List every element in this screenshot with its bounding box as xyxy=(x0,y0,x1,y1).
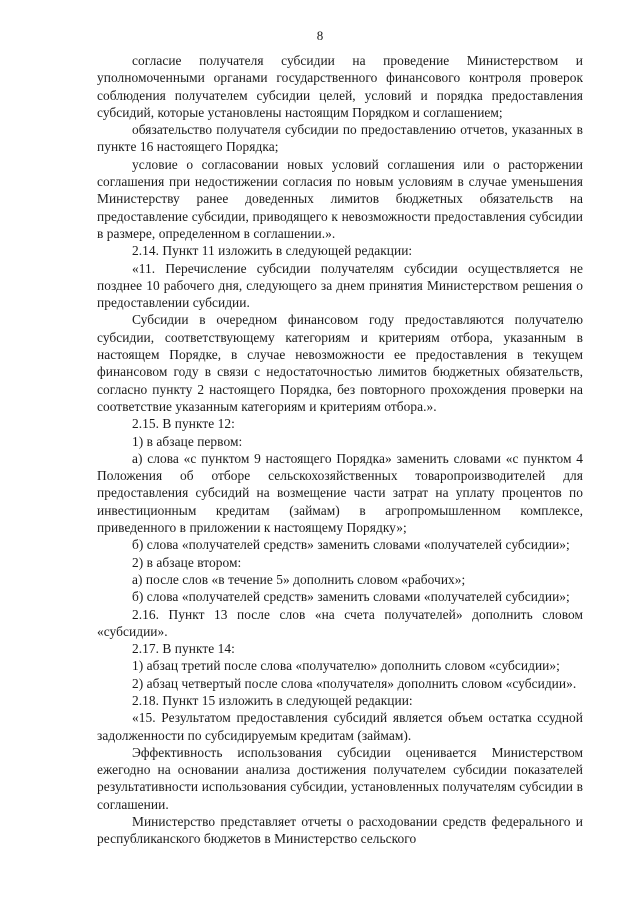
paragraph: б) слова «получателей средств» заменить словами «получателей субсидии»; xyxy=(132,589,570,605)
page-number: 8 xyxy=(316,28,324,43)
paragraph: Эффективность использования субсидии оценивается Министерством ежегодно на основании анализа достижения получателем субсидии показателей результативности использования субсидии, установленных получателям субсидии в соглашении. xyxy=(97,744,583,812)
document-body xyxy=(97,52,583,848)
paragraph: 2.17. В пункте 14: xyxy=(132,641,235,657)
paragraph: а) слова «с пунктом 9 настоящего Порядка» заменить словами «с пунктом 4 Положения об отборе сельскохозяйственных товаропроизводителей для предоставления субсидий на возмещение части затрат на уплату процентов по инвестиционным кредитам (займам) в агропромышленном комплексе, приведенного в приложении к настоящему Порядку»; xyxy=(97,450,583,536)
paragraph: 2.18. Пункт 15 изложить в следующей редакции: xyxy=(132,692,413,708)
paragraph: согласие получателя субсидии на проведение Министерством и уполномоченными органами государственного финансового контроля проверок соблюдения получателем субсидии целей, условий и порядка предоставления субсидий, которые установлены настоящим Порядком и соглашением; xyxy=(97,53,583,120)
paragraph: 2.14. Пункт 11 изложить в следующей редакции: xyxy=(132,243,413,259)
paragraph: Министерство представляет отчеты о расходовании средств федерального и республиканского бюджетов в Министерство сельского xyxy=(97,814,583,847)
paragraph: 2.15. В пункте 12: xyxy=(132,416,235,432)
paragraph: «15. Результатом предоставления субсидий является объем остатка ссудной задолженности по субсидируемым кредитам (займам). xyxy=(97,710,583,743)
paragraph: обязательство получателя субсидии по предоставлению отчетов, указанных в пункте 16 настоящего Порядка; xyxy=(97,122,583,155)
paragraph: а) после слов «в течение 5» дополнить словом «рабочих»; xyxy=(132,571,466,587)
paragraph: «11. Перечисление субсидии получателям субсидии осуществляется не позднее 10 рабочего дня, следующего за днем принятия Министерством решения о предоставлении субсидии. xyxy=(97,260,583,311)
paragraph: условие о согласовании новых условий соглашения или о расторжении соглашения при недостижении согласия по новым условиям в случае уменьшения Министерству ранее доведенных лимитов бюджетных обязательств на предоставление субсидии, приводящего к невозможности предоставления субсидии в размере, определенном в соглашении.». xyxy=(97,156,583,241)
paragraph: 2) в абзаце втором: xyxy=(132,554,242,570)
paragraph: б) слова «получателей средств» заменить словами «получателей субсидии»; xyxy=(132,537,570,553)
paragraph: Субсидии в очередном финансовом году предоставляются получателю субсидии, соответствующему категориям и критериям отбора, указанным в настоящем Порядке, в случае невозможности ее предоставления в текущем финансовом году в связи с недостаточностью лимитов бюджетных обязательств, согласно пункту 2 настоящего Порядка, без повторного прохождения проверки на соответствие указанным категориям и критериям отбора.». xyxy=(97,312,583,414)
paragraph: 2.16. Пункт 13 после слов «на счета получателей» дополнить словом «субсидии». xyxy=(97,606,583,639)
paragraph: 2) абзац четвертый после слова «получателя» дополнить словом «субсидии». xyxy=(132,675,577,691)
paragraph: 1) в абзаце первом: xyxy=(132,433,243,449)
paragraph: 1) абзац третий после слова «получателю» дополнить словом «субсидии»; xyxy=(132,658,560,674)
